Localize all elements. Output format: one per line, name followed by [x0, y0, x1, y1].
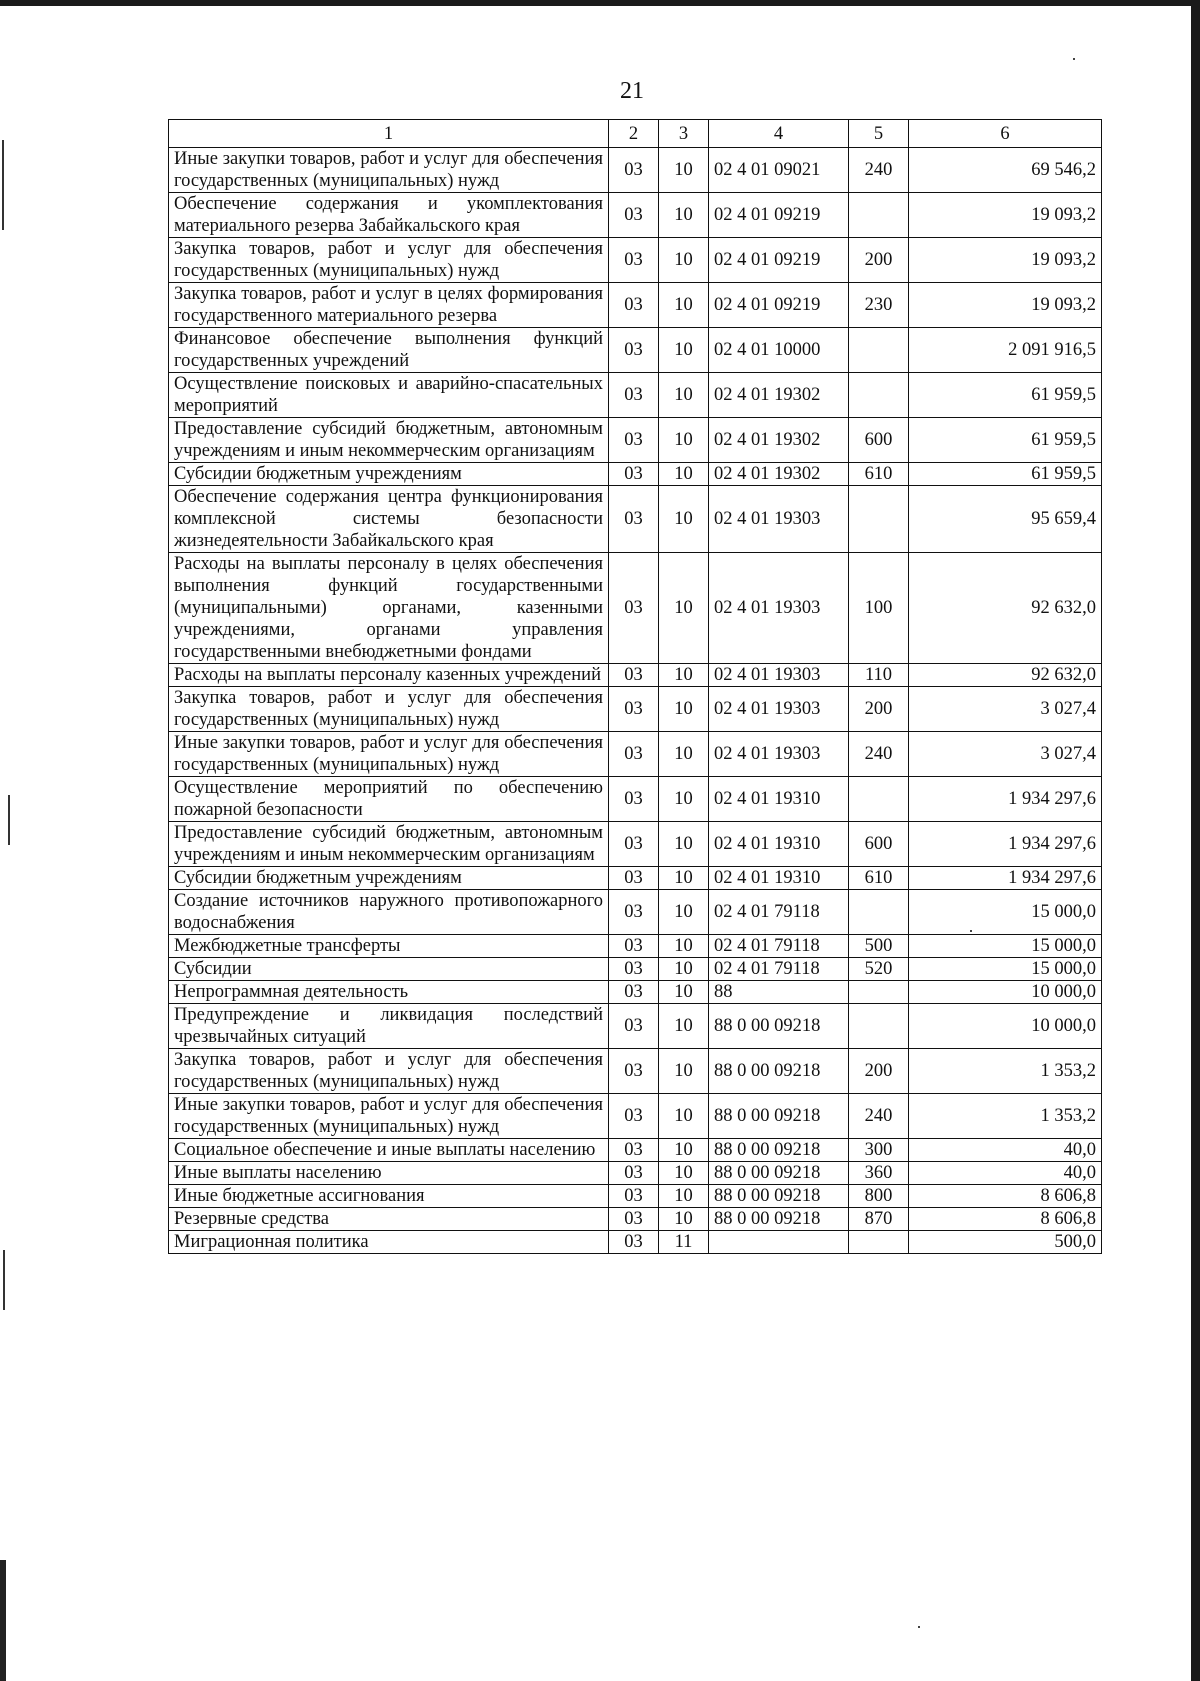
- section-code: 03: [609, 777, 659, 822]
- row-description: Расходы на выплаты персоналу в целях обеспечения выполнения функций государственными (муниципальными) органами, казенными учреждениями, органами управления государственными внебюджетными фондами: [169, 553, 609, 664]
- table-row: [169, 1162, 1102, 1185]
- table-row: [169, 958, 1102, 981]
- table-row: [169, 1231, 1102, 1254]
- target-article-code: 02 4 01 10000: [709, 328, 849, 373]
- section-code: 03: [609, 193, 659, 238]
- subsection-code: 10: [659, 553, 709, 664]
- target-article-code: 02 4 01 09219: [709, 193, 849, 238]
- subsection-code: 10: [659, 328, 709, 373]
- subsection-code: 10: [659, 777, 709, 822]
- row-description: Иные закупки товаров, работ и услуг для обеспечения государственных (муниципальных) нужд: [169, 732, 609, 777]
- row-description: Предоставление субсидий бюджетным, автономным учреждениям и иным некоммерческим организациям: [169, 822, 609, 867]
- target-article-code: 88 0 00 09218: [709, 1049, 849, 1094]
- margin-mark: [8, 795, 10, 845]
- target-article-code: 02 4 01 79118: [709, 890, 849, 935]
- row-description: Обеспечение содержания центра функционирования комплексной системы безопасности жизнедеятельности Забайкальского края: [169, 486, 609, 553]
- scan-edge-left: [0, 1560, 6, 1681]
- subsection-code: 10: [659, 1004, 709, 1049]
- section-code: 03: [609, 463, 659, 486]
- row-description: Осуществление мероприятий по обеспечению пожарной безопасности: [169, 777, 609, 822]
- target-article-code: 02 4 01 19302: [709, 373, 849, 418]
- section-code: 03: [609, 1004, 659, 1049]
- expense-type-code: 110: [849, 664, 909, 687]
- expense-type-code: 600: [849, 418, 909, 463]
- amount-cell: 10 000,0: [909, 1004, 1102, 1049]
- amount-cell: 1 353,2: [909, 1094, 1102, 1139]
- column-header: 3: [659, 120, 709, 148]
- target-article-code: 88 0 00 09218: [709, 1094, 849, 1139]
- section-code: 03: [609, 1094, 659, 1139]
- section-code: 03: [609, 486, 659, 553]
- section-code: 03: [609, 283, 659, 328]
- table-row: [169, 890, 1102, 935]
- section-code: 03: [609, 148, 659, 193]
- amount-cell: 8 606,8: [909, 1185, 1102, 1208]
- expense-type-code: 240: [849, 732, 909, 777]
- margin-mark: [3, 1250, 5, 1310]
- column-header: 2: [609, 120, 659, 148]
- amount-cell: 19 093,2: [909, 193, 1102, 238]
- scan-speck: [1073, 58, 1075, 60]
- expense-type-code: 100: [849, 553, 909, 664]
- row-description: Закупка товаров, работ и услуг для обеспечения государственных (муниципальных) нужд: [169, 1049, 609, 1094]
- target-article-code: 02 4 01 09021: [709, 148, 849, 193]
- section-code: 03: [609, 418, 659, 463]
- row-description: Межбюджетные трансферты: [169, 935, 609, 958]
- subsection-code: 10: [659, 373, 709, 418]
- budget-table: [168, 119, 1102, 1254]
- table-row: [169, 732, 1102, 777]
- table-row: [169, 418, 1102, 463]
- amount-cell: 61 959,5: [909, 463, 1102, 486]
- table-row: [169, 981, 1102, 1004]
- section-code: 03: [609, 981, 659, 1004]
- row-description: Иные бюджетные ассигнования: [169, 1185, 609, 1208]
- subsection-code: 10: [659, 664, 709, 687]
- section-code: 03: [609, 958, 659, 981]
- amount-cell: 3 027,4: [909, 687, 1102, 732]
- target-article-code: 02 4 01 19310: [709, 777, 849, 822]
- target-article-code: [709, 1231, 849, 1254]
- row-description: Предупреждение и ликвидация последствий чрезвычайных ситуаций: [169, 1004, 609, 1049]
- table-row: [169, 553, 1102, 664]
- target-article-code: 88 0 00 09218: [709, 1004, 849, 1049]
- scan-edge-right: [1191, 0, 1200, 1681]
- table-row: [169, 148, 1102, 193]
- subsection-code: 10: [659, 935, 709, 958]
- section-code: 03: [609, 328, 659, 373]
- expense-type-code: 520: [849, 958, 909, 981]
- expense-type-code: 870: [849, 1208, 909, 1231]
- table-row: [169, 664, 1102, 687]
- expense-type-code: [849, 193, 909, 238]
- amount-cell: 2 091 916,5: [909, 328, 1102, 373]
- amount-cell: 15 000,0: [909, 935, 1102, 958]
- target-article-code: 02 4 01 19303: [709, 664, 849, 687]
- amount-cell: 8 606,8: [909, 1208, 1102, 1231]
- subsection-code: 10: [659, 486, 709, 553]
- amount-cell: 10 000,0: [909, 981, 1102, 1004]
- margin-mark: [2, 140, 4, 230]
- row-description: Социальное обеспечение и иные выплаты населению: [169, 1139, 609, 1162]
- scan-edge-top: [0, 0, 1200, 6]
- row-description: Иные выплаты населению: [169, 1162, 609, 1185]
- target-article-code: 02 4 01 79118: [709, 958, 849, 981]
- subsection-code: 10: [659, 732, 709, 777]
- expense-type-code: [849, 1231, 909, 1254]
- target-article-code: 02 4 01 19310: [709, 867, 849, 890]
- target-article-code: 88: [709, 981, 849, 1004]
- column-header: 1: [169, 120, 609, 148]
- page-number: 21: [620, 78, 644, 104]
- expense-type-code: [849, 1004, 909, 1049]
- section-code: 03: [609, 890, 659, 935]
- table-row: [169, 1139, 1102, 1162]
- subsection-code: 11: [659, 1231, 709, 1254]
- table-row: [169, 1185, 1102, 1208]
- amount-cell: 19 093,2: [909, 283, 1102, 328]
- expense-type-code: 240: [849, 1094, 909, 1139]
- section-code: 03: [609, 664, 659, 687]
- header-row: [169, 120, 1102, 148]
- target-article-code: 02 4 01 19310: [709, 822, 849, 867]
- subsection-code: 10: [659, 687, 709, 732]
- target-article-code: 88 0 00 09218: [709, 1208, 849, 1231]
- subsection-code: 10: [659, 1185, 709, 1208]
- subsection-code: 10: [659, 958, 709, 981]
- target-article-code: 02 4 01 19303: [709, 732, 849, 777]
- target-article-code: 02 4 01 19303: [709, 687, 849, 732]
- amount-cell: 1 934 297,6: [909, 777, 1102, 822]
- amount-cell: 92 632,0: [909, 553, 1102, 664]
- expense-type-code: 200: [849, 687, 909, 732]
- subsection-code: 10: [659, 1049, 709, 1094]
- row-description: Осуществление поисковых и аварийно-спасательных мероприятий: [169, 373, 609, 418]
- table-row: [169, 867, 1102, 890]
- expense-type-code: [849, 486, 909, 553]
- subsection-code: 10: [659, 463, 709, 486]
- column-header: 5: [849, 120, 909, 148]
- section-code: 03: [609, 867, 659, 890]
- row-description: Иные закупки товаров, работ и услуг для обеспечения государственных (муниципальных) нужд: [169, 148, 609, 193]
- amount-cell: 40,0: [909, 1139, 1102, 1162]
- expense-type-code: 610: [849, 867, 909, 890]
- row-description: Иные закупки товаров, работ и услуг для обеспечения государственных (муниципальных) нужд: [169, 1094, 609, 1139]
- expense-type-code: 230: [849, 283, 909, 328]
- section-code: 03: [609, 1231, 659, 1254]
- table-row: [169, 1004, 1102, 1049]
- row-description: Резервные средства: [169, 1208, 609, 1231]
- section-code: 03: [609, 1139, 659, 1162]
- section-code: 03: [609, 1208, 659, 1231]
- expense-type-code: 200: [849, 238, 909, 283]
- column-header: 6: [909, 120, 1102, 148]
- target-article-code: 02 4 01 19302: [709, 418, 849, 463]
- expense-type-code: [849, 890, 909, 935]
- amount-cell: 95 659,4: [909, 486, 1102, 553]
- row-description: Миграционная политика: [169, 1231, 609, 1254]
- subsection-code: 10: [659, 1094, 709, 1139]
- amount-cell: 3 027,4: [909, 732, 1102, 777]
- expense-type-code: [849, 373, 909, 418]
- amount-cell: 19 093,2: [909, 238, 1102, 283]
- subsection-code: 10: [659, 193, 709, 238]
- amount-cell: 1 934 297,6: [909, 822, 1102, 867]
- section-code: 03: [609, 238, 659, 283]
- row-description: Закупка товаров, работ и услуг для обеспечения государственных (муниципальных) нужд: [169, 687, 609, 732]
- expense-type-code: 500: [849, 935, 909, 958]
- table-row: [169, 777, 1102, 822]
- scan-speck: [918, 1626, 920, 1628]
- section-code: 03: [609, 1049, 659, 1094]
- target-article-code: 02 4 01 09219: [709, 283, 849, 328]
- row-description: Создание источников наружного противопожарного водоснабжения: [169, 890, 609, 935]
- subsection-code: 10: [659, 1139, 709, 1162]
- row-description: Субсидии: [169, 958, 609, 981]
- column-header: 4: [709, 120, 849, 148]
- amount-cell: 500,0: [909, 1231, 1102, 1254]
- amount-cell: 15 000,0: [909, 958, 1102, 981]
- row-description: Предоставление субсидий бюджетным, автономным учреждениям и иным некоммерческим организациям: [169, 418, 609, 463]
- expense-type-code: 360: [849, 1162, 909, 1185]
- expense-type-code: 600: [849, 822, 909, 867]
- amount-cell: 61 959,5: [909, 373, 1102, 418]
- row-description: Субсидии бюджетным учреждениям: [169, 463, 609, 486]
- table-row: [169, 935, 1102, 958]
- section-code: 03: [609, 1162, 659, 1185]
- target-article-code: 88 0 00 09218: [709, 1162, 849, 1185]
- table-row: [169, 328, 1102, 373]
- table-body: [169, 148, 1102, 1254]
- table-row: [169, 1049, 1102, 1094]
- section-code: 03: [609, 373, 659, 418]
- subsection-code: 10: [659, 238, 709, 283]
- amount-cell: 61 959,5: [909, 418, 1102, 463]
- subsection-code: 10: [659, 867, 709, 890]
- expense-type-code: 240: [849, 148, 909, 193]
- expense-type-code: 800: [849, 1185, 909, 1208]
- expense-type-code: 200: [849, 1049, 909, 1094]
- amount-cell: 15 000,0: [909, 890, 1102, 935]
- table-row: [169, 486, 1102, 553]
- expense-type-code: [849, 981, 909, 1004]
- row-description: Закупка товаров, работ и услуг для обеспечения государственных (муниципальных) нужд: [169, 238, 609, 283]
- subsection-code: 10: [659, 1162, 709, 1185]
- subsection-code: 10: [659, 418, 709, 463]
- expense-type-code: 300: [849, 1139, 909, 1162]
- row-description: Непрограммная деятельность: [169, 981, 609, 1004]
- subsection-code: 10: [659, 890, 709, 935]
- target-article-code: 02 4 01 19303: [709, 486, 849, 553]
- section-code: 03: [609, 732, 659, 777]
- target-article-code: 02 4 01 09219: [709, 238, 849, 283]
- table-row: [169, 238, 1102, 283]
- target-article-code: 02 4 01 19303: [709, 553, 849, 664]
- table-row: [169, 193, 1102, 238]
- table-row: [169, 463, 1102, 486]
- expense-type-code: [849, 328, 909, 373]
- section-code: 03: [609, 553, 659, 664]
- subsection-code: 10: [659, 283, 709, 328]
- table-row: [169, 687, 1102, 732]
- row-description: Субсидии бюджетным учреждениям: [169, 867, 609, 890]
- table-row: [169, 1094, 1102, 1139]
- row-description: Финансовое обеспечение выполнения функций государственных учреждений: [169, 328, 609, 373]
- subsection-code: 10: [659, 148, 709, 193]
- table-row: [169, 1208, 1102, 1231]
- target-article-code: 88 0 00 09218: [709, 1139, 849, 1162]
- row-description: Расходы на выплаты персоналу казенных учреждений: [169, 664, 609, 687]
- row-description: Обеспечение содержания и укомплектования материального резерва Забайкальского края: [169, 193, 609, 238]
- amount-cell: 1 353,2: [909, 1049, 1102, 1094]
- section-code: 03: [609, 822, 659, 867]
- table-row: [169, 373, 1102, 418]
- subsection-code: 10: [659, 1208, 709, 1231]
- expense-type-code: [849, 777, 909, 822]
- target-article-code: 02 4 01 79118: [709, 935, 849, 958]
- subsection-code: 10: [659, 981, 709, 1004]
- section-code: 03: [609, 935, 659, 958]
- target-article-code: 02 4 01 19302: [709, 463, 849, 486]
- amount-cell: 92 632,0: [909, 664, 1102, 687]
- table-row: [169, 283, 1102, 328]
- expense-type-code: 610: [849, 463, 909, 486]
- amount-cell: 69 546,2: [909, 148, 1102, 193]
- row-description: Закупка товаров, работ и услуг в целях формирования государственного материального резерва: [169, 283, 609, 328]
- section-code: 03: [609, 687, 659, 732]
- table-row: [169, 822, 1102, 867]
- subsection-code: 10: [659, 822, 709, 867]
- target-article-code: 88 0 00 09218: [709, 1185, 849, 1208]
- amount-cell: 40,0: [909, 1162, 1102, 1185]
- section-code: 03: [609, 1185, 659, 1208]
- amount-cell: 1 934 297,6: [909, 867, 1102, 890]
